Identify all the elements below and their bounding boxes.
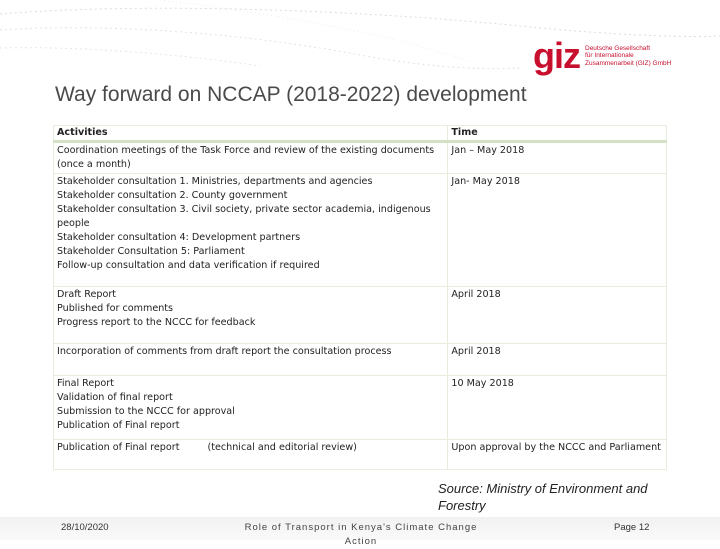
activity-line: Validation of final report — [57, 392, 173, 403]
footer-date: 28/10/2020 — [61, 522, 109, 533]
page-number: Page 12 — [614, 522, 650, 533]
time-cell: April 2018 — [448, 344, 667, 376]
time-cell: Jan – May 2018 — [448, 142, 667, 174]
table-row — [54, 174, 667, 287]
activity-cell — [54, 440, 448, 470]
table-header-row — [54, 126, 667, 142]
activity-line: Stakeholder consultation 2. County government — [57, 190, 288, 201]
logo-line: Deutsche Gesellschaft — [585, 45, 651, 52]
logo-mark: giz — [533, 35, 580, 76]
slide-title: Way forward on NCCAP (2018-2022) development — [55, 83, 527, 106]
activity-line: Published for comments — [57, 303, 174, 314]
logo-line: Zusammenarbeit (GIZ) GmbH — [585, 59, 672, 67]
table-row — [54, 287, 667, 344]
activity-cell — [54, 344, 448, 376]
activity-cell — [54, 287, 448, 344]
activity-line: Coordination meetings of the Task Force and review of the existing documents (once a month) — [57, 145, 435, 170]
activity-line: Follow-up consultation and data verification if required — [57, 260, 320, 271]
logo-text — [585, 45, 671, 67]
giz-logo — [533, 35, 672, 76]
activity-note: (technical and editorial review) — [207, 442, 357, 453]
activity-line: Stakeholder Consultation 5: Parliament — [57, 246, 245, 257]
logo-line: für Internationale — [585, 52, 634, 60]
activity-line: Draft Report — [57, 289, 117, 300]
activity-cell — [54, 142, 448, 174]
activity-cell — [54, 174, 448, 287]
activity-line: Submission to the NCCC for approval — [57, 406, 235, 417]
activity-line: Publication of Final report — [57, 420, 180, 431]
table-row — [54, 440, 667, 470]
source-note: Source: Ministry of Environment and Forestry — [438, 481, 648, 513]
activity-main: Publication of Final report — [57, 442, 180, 453]
activities-table — [53, 125, 667, 470]
table-row — [54, 142, 667, 174]
time-cell: Upon approval by the NCCC and Parliament — [448, 440, 667, 470]
activity-line: Stakeholder consultation 4: Development partners — [57, 232, 301, 243]
activity-cell — [54, 376, 448, 440]
footer-title: Role of Transport in Kenya's Climate Change Action — [244, 522, 478, 547]
table-row — [54, 344, 667, 376]
activity-line: Stakeholder consultation 3. Civil society, private sector academia, indigenous people — [57, 204, 431, 229]
activity-line: Incorporation of comments from draft report the consultation process — [57, 346, 392, 357]
activity-line: Progress report to the NCCC for feedback — [57, 317, 256, 328]
time-cell: Jan- May 2018 — [448, 174, 667, 287]
activity-line: Stakeholder consultation 1. Ministries, departments and agencies — [57, 176, 373, 187]
time-cell: 10 May 2018 — [448, 376, 667, 440]
header-time: Time — [448, 126, 667, 142]
time-cell: April 2018 — [448, 287, 667, 344]
table-row — [54, 376, 667, 440]
activity-line: Final Report — [57, 378, 114, 389]
header-activities: Activities — [54, 126, 448, 142]
